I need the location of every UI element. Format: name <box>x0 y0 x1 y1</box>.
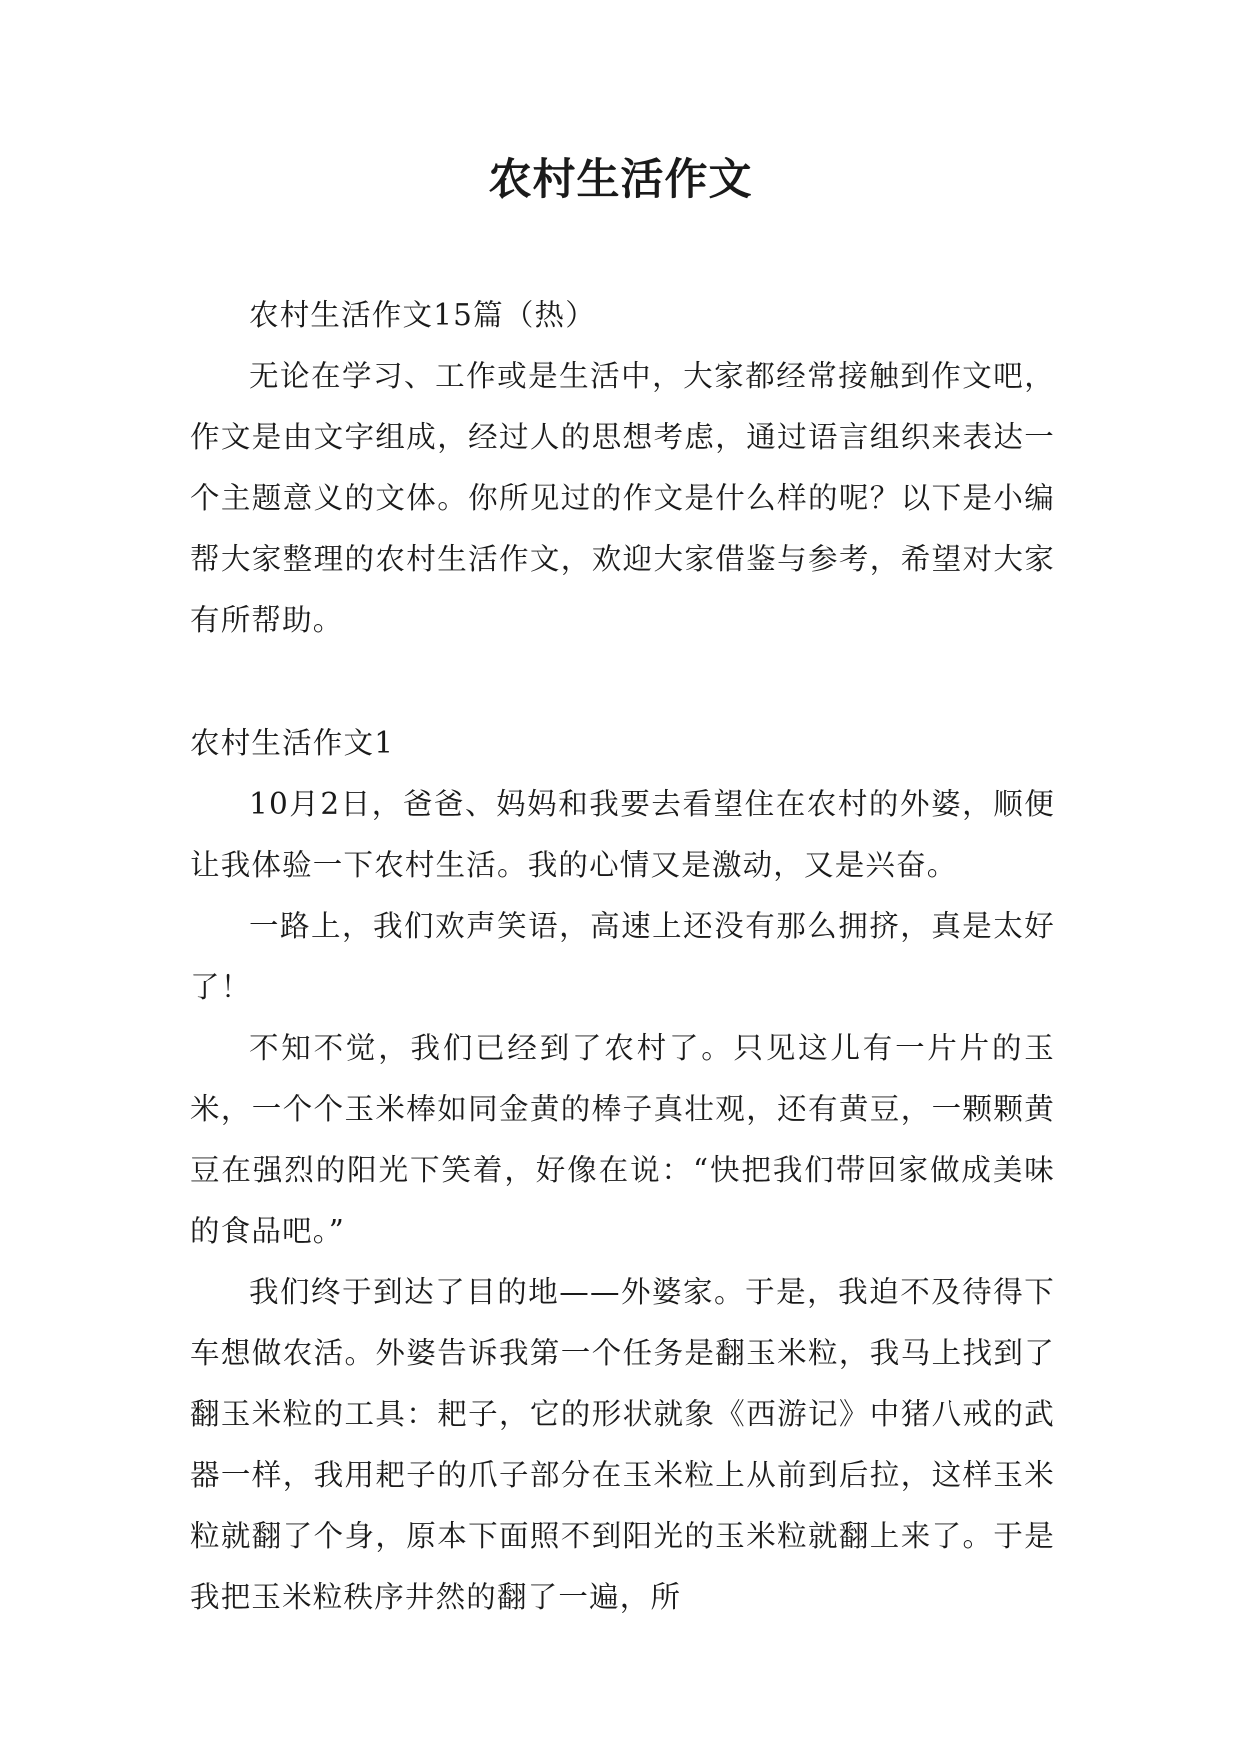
section-spacer <box>190 651 1055 713</box>
document-title: 农村生活作文 <box>488 155 753 205</box>
body-paragraph: 我们终于到达了目的地——外婆家。于是，我迫不及待得下车想做农活。外婆告诉我第一个任务是翻玉米粒，我马上找到了翻玉米粒的工具：耙子，它的形状就象《西游记》中猪八戒的武器一样，我用耙子的爪子部分在玉米粒上从前到后拉，这样玉米粒就翻了个身，原本下面照不到阳光的玉米粒就翻上来了。于是我把玉米粒秩序井然的翻了一遍，所 <box>190 1275 1055 1614</box>
intro-paragraph: 无论在学习、工作或是生活中，大家都经常接触到作文吧，作文是由文字组成，经过人的思想考虑，通过语言组织来表达一个主题意义的文体。你所见过的作文是什么样的呢？以下是小编帮大家整理的农村生活作文，欢迎大家借鉴与参考，希望对大家有所帮助。 <box>190 359 1055 637</box>
body-paragraph: 一路上，我们欢声笑语，高速上还没有那么拥挤，真是太好了！ <box>190 909 1055 1004</box>
body-paragraph: 不知不觉，我们已经到了农村了。只见这儿有一片片的玉米，一个个玉米棒如同金黄的棒子真壮观，还有黄豆，一颗颗黄豆在强烈的阳光下笑着，好像在说：“快把我们带回家做成美味的食品吧。” <box>190 1031 1055 1248</box>
body-paragraph: 10月2日，爸爸、妈妈和我要去看望住在农村的外婆，顺便让我体验一下农村生活。我的心情又是激动，又是兴奋。 <box>190 787 1055 882</box>
section-heading: 农村生活作文1 <box>190 726 395 760</box>
document-subtitle: 农村生活作文15篇（热） <box>249 298 596 332</box>
document-body <box>190 285 1055 1628</box>
